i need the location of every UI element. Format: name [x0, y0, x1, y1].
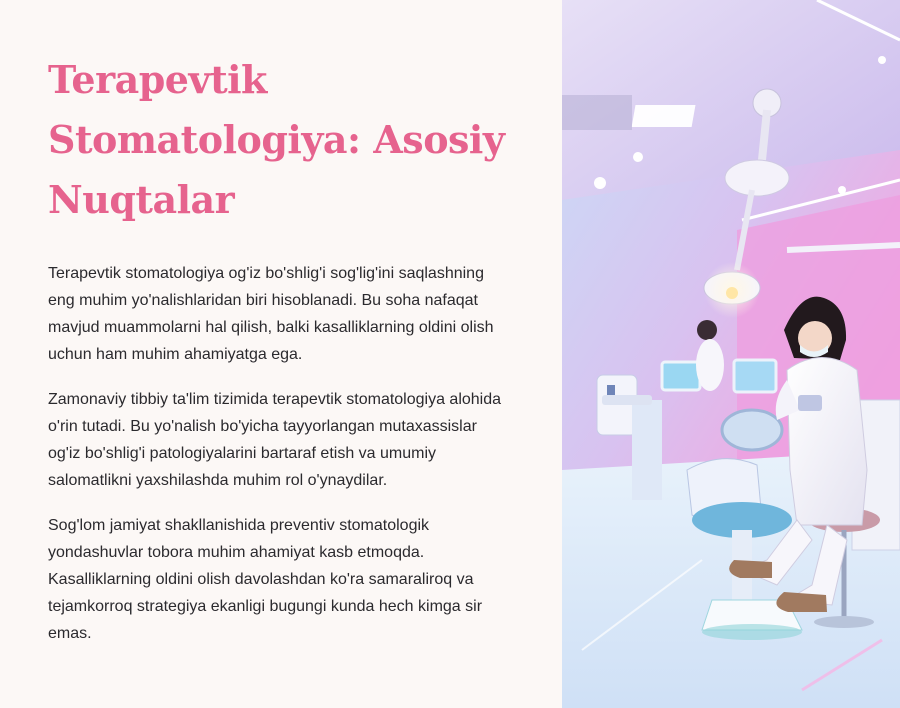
dental-clinic-photo — [562, 0, 900, 708]
paragraph-2: Zamonaviy tibbiy ta'lim tizimida terapevtik stomatologiya alohida o'rin tutadi. Bu yo'nalish bo'yicha tayyorlangan mutaxassislar og'iz bo'shlig'i patologiyalarini bartaraf etish va umumiy salomatlikni yaxshilashda muhim rol o'ynaydilar. — [48, 391, 502, 489]
paragraph-1: Terapevtik stomatologiya og'iz bo'shlig'i sog'lig'ini saqlashning eng muhim yo'nalishlaridan biri hisoblanadi. Bu soha nafaqat mavjud muammolarni hal qilish, balki kasalliklarning oldini olish uchun ham muhim ahamiyatga ega. — [48, 265, 494, 363]
page-title: Terapevtik Stomatologiya: Asosiy Nuqtalar — [48, 57, 505, 222]
dental-clinic-illustration — [562, 0, 900, 708]
paragraph-3: Sog'lom jamiyat shakllanishida preventiv stomatologik yondashuvlar tobora muhim ahamiyat kasb etmoqda. Kasalliklarning oldini olish davolashdan ko'ra samaraliroq va tejamkorroq strategiya ekanligi bugungi kunda hech kimga sir emas. — [48, 517, 483, 642]
